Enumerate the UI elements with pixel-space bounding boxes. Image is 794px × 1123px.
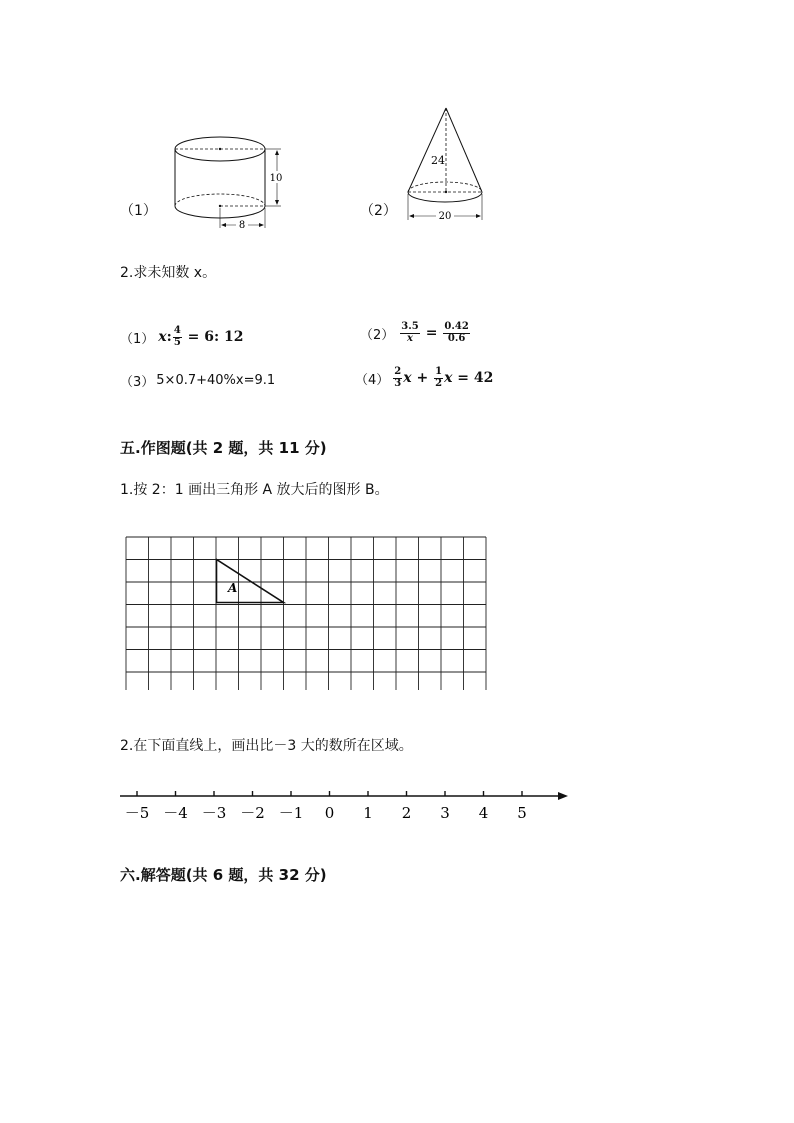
section-6-title: 六.解答题(共 6 题，共 32 分) <box>120 866 327 884</box>
cylinder-height-label: 10 <box>269 173 283 184</box>
fraction-denominator: x <box>407 332 413 344</box>
fraction-numerator: 4 <box>173 325 181 336</box>
fraction-denominator: 0.6 <box>447 332 466 344</box>
arrow-right-icon <box>558 792 568 800</box>
equation-2-fraction-left <box>400 322 419 344</box>
equation-1-number: （1） <box>120 331 155 347</box>
section-5-q2-title: 2.在下面直线上，画出比－3 大的数所在区域。 <box>120 738 413 754</box>
number-line-tick-label: －4 <box>163 804 188 822</box>
equation-4-fraction-1 <box>393 367 402 389</box>
number-line[interactable] <box>118 785 578 830</box>
cone-figure <box>400 104 495 229</box>
number-line-tick-label: 0 <box>324 804 335 822</box>
cylinder-radius-label: 8 <box>238 220 246 231</box>
fraction-denominator: 2 <box>435 377 443 389</box>
number-line-tick-label: －3 <box>201 804 227 822</box>
cone-label: （2） <box>360 203 397 219</box>
number-line-tick-label: 1 <box>363 804 373 822</box>
number-line-tick-label: 3 <box>440 804 450 822</box>
plus-sign: + <box>411 370 434 386</box>
equation-1-fraction <box>173 326 182 348</box>
equation-1-colon: : <box>166 329 172 345</box>
cylinder-figure <box>165 128 305 233</box>
equation-3-text: 5×0.7+40%x=9.1 <box>156 373 276 388</box>
fraction-numerator: 0.42 <box>444 321 469 332</box>
number-line-tick-label: －5 <box>124 804 150 822</box>
q2-title: 2.求未知数 x。 <box>120 265 217 281</box>
fraction-numerator: 1 <box>435 366 443 377</box>
fraction-denominator: 5 <box>173 336 181 348</box>
fraction-denominator: 3 <box>394 377 402 389</box>
fraction-numerator: 2 <box>394 366 402 377</box>
triangle-a-label: A <box>228 581 238 595</box>
number-line-tick-label: －2 <box>240 804 265 822</box>
equals-sign: = <box>425 325 438 341</box>
equation-4-number: （4） <box>355 372 390 388</box>
equation-2 <box>360 322 471 344</box>
equation-3 <box>120 371 275 390</box>
number-line-tick-label: －1 <box>278 804 304 822</box>
section-5-q1-title: 1.按 2：1 画出三角形 A 放大后的图形 B。 <box>120 482 389 498</box>
equation-4-fraction-2 <box>434 367 443 389</box>
equation-1-rhs: = 6: 12 <box>182 329 244 345</box>
equation-4 <box>355 367 493 389</box>
number-line-tick-label: 5 <box>517 804 527 822</box>
fraction-numerator: 3.5 <box>401 321 419 332</box>
equation-1 <box>120 326 244 348</box>
equation-1-var: x <box>158 329 167 345</box>
equation-2-fraction-right <box>443 322 469 344</box>
section-5-title: 五.作图题(共 2 题，共 11 分) <box>120 439 327 457</box>
triangle-a <box>217 560 284 603</box>
equation-4-var-2: x <box>444 370 453 386</box>
equation-2-number: （2） <box>360 327 395 343</box>
number-line-tick-label: 4 <box>478 804 489 822</box>
equation-4-var-1: x <box>403 370 412 386</box>
cone-height-label: 24 <box>431 154 445 167</box>
equation-4-rhs: = 42 <box>452 370 494 386</box>
cone-diameter-label: 20 <box>438 211 452 222</box>
equation-3-number: （3） <box>120 375 155 390</box>
grid-lines <box>126 537 486 690</box>
cylinder-label: （1） <box>120 203 157 219</box>
number-line-tick-label: 2 <box>401 804 412 822</box>
drawing-grid[interactable] <box>125 536 489 690</box>
